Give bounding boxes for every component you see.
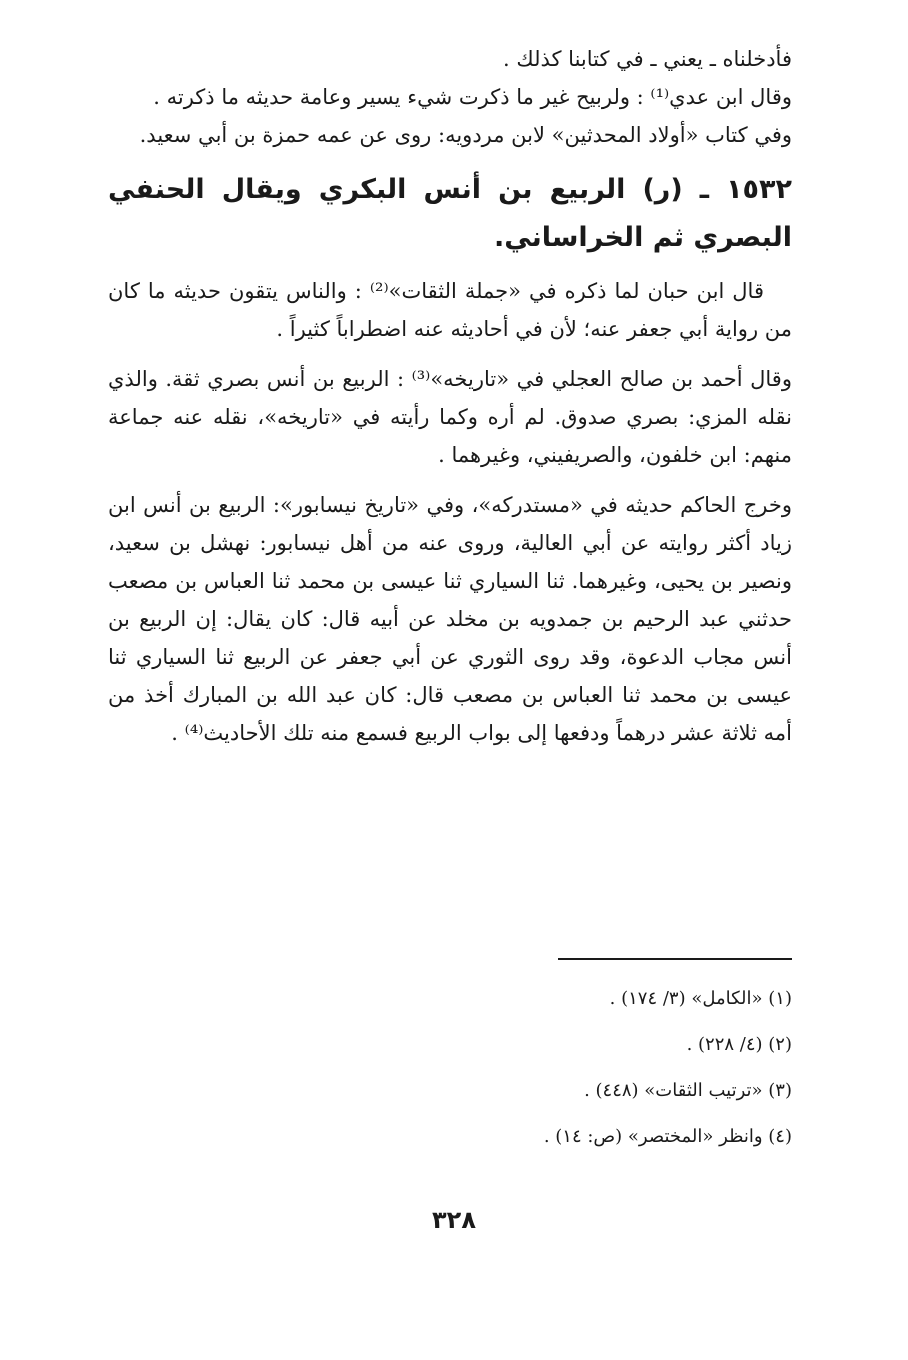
footnote-4: (٤) وانظر «المختصر» (ص: ١٤) . — [543, 1126, 792, 1147]
intro-line-1: فأدخلناه ـ يعني ـ في كتابنا كذلك . — [503, 47, 792, 71]
page-body — [108, 40, 792, 752]
intro-line-3: وفي كتاب «أولاد المحدثين» لابن مردويه: روى عن عمه حمزة بن أبي سعيد. — [139, 123, 792, 147]
footnote-3: (٣) «ترتيب الثقات» (٤٤٨) . — [584, 1080, 792, 1101]
entry-heading: ١٥٣٢ ـ (ر) الربيع بن أنس البكري ويقال الحنفي البصري ثم الخراساني. — [108, 174, 792, 253]
entry-paragraph-3: وخرج الحاكم حديثه في «مستدركه»، وفي «تاريخ نيسابور»: الربيع بن أنس ابن زياد أكثر روايته عن أبي العالية، وروى عنه من أهل نيسابور: نهشل بن سعيد، ونصير بن يحيى، وغيرهما. ثنا السياري ثنا عيسى بن محمد ثنا العباس بن مصعب حدثني عبد الرحيم بن جمدويه بن مخلد عن أبيه قال: كان يقال: إن الربيع بن أنس مجاب الدعوة، وقد روى الثوري عن أبي جعفر عن الربيع ثنا السياري ثنا عيسى بن محمد ثنا العباس بن مصعب قال: كان عبد الله بن المبارك أخذ من أمه ثلاثة عشر درهماً ودفعها إلى بواب الربيع فسمع منه تلك الأحاديث⁽⁴⁾ . — [108, 493, 792, 745]
entry-paragraph-1: قال ابن حبان لما ذكره في «جملة الثقات»⁽²⁾ : والناس يتقون حديثه ما كان من رواية أبي جعفر عنه؛ لأن في أحاديثه عنه اضطراباً كثيراً . — [108, 279, 792, 341]
footnote-separator — [558, 958, 792, 960]
footnote-2: (٢) (٤/ ٢٢٨) . — [686, 1034, 792, 1055]
footnote-1: (١) «الكامل» (٣/ ١٧٤) . — [609, 988, 792, 1009]
page-number: ٣٢٨ — [432, 1206, 476, 1234]
intro-line-2: وقال ابن عدي⁽¹⁾ : ولربيح غير ما ذكرت شيء يسير وعامة حديثه ما ذكرته . — [153, 85, 792, 109]
entry-paragraph-2: وقال أحمد بن صالح العجلي في «تاريخه»⁽³⁾ : الربيع بن أنس بصري ثقة. والذي نقله المزي: بصري صدوق. لم أره وكما رأيته في «تاريخه»، نقله عنه جماعة منهم: ابن خلفون، والصريفيني، وغيرهما . — [108, 367, 792, 467]
footnotes — [108, 976, 792, 1160]
